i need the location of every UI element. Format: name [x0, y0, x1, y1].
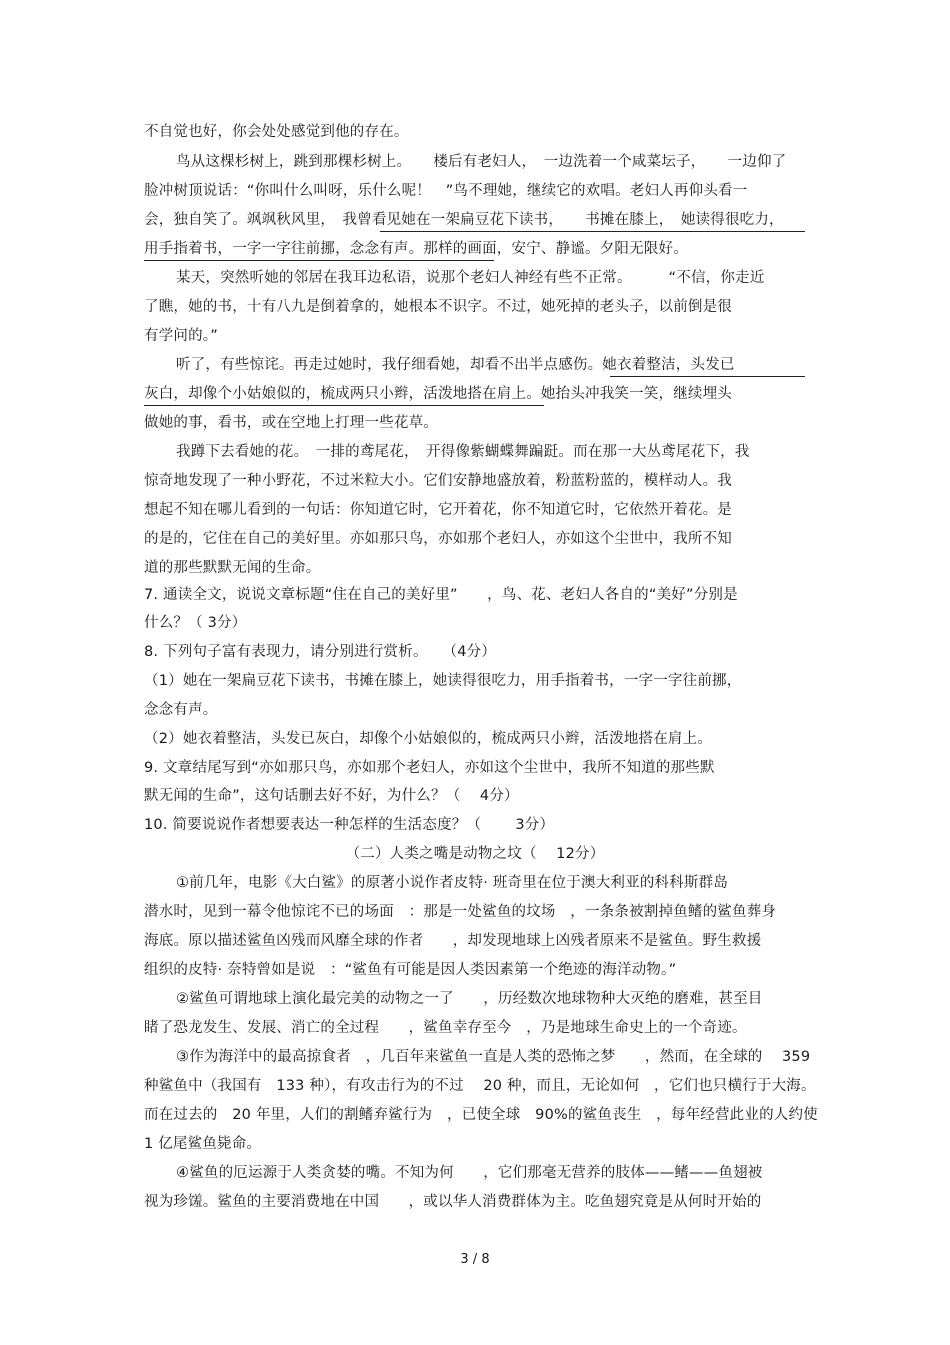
text-line: 视为珍馐。鲨鱼的主要消费地在中国 ，或以华人消费群体为主。吃鱼翅究竟是从何时开始的: [144, 1194, 762, 1210]
underline-rule: [380, 231, 805, 232]
text-line: 做她的事，看书，或在空地上打理一些花草。: [144, 415, 438, 431]
section-title: （二）人类之嘴是动物之坟（ 12分）: [345, 846, 605, 862]
text-line: 1 亿尾鲨鱼毙命。: [144, 1136, 262, 1152]
text-line-underlined: 灰白，却像个小姑娘似的，梳成两只小辫，活泼地搭在肩上。她抬头冲我笑一笑，继续埋头: [144, 386, 732, 402]
text-line: 道的那些默默无闻的生命。: [144, 560, 321, 576]
text-line-underlined: 会，独自笑了。飒飒秋风里， 我曾看见她在一架扁豆花下读书， 书摊在膝上， 她读得很吃力，: [144, 212, 784, 228]
text-line: 有学问的。”: [144, 328, 218, 344]
text-line: 惊奇地发现了一种小野花，不过米粒大小。它们安静地盛放着，粉蓝粉蓝的，模样动人。我: [144, 473, 732, 489]
text-line: 潜水时，见到一幕令他惊诧不已的场面 ：那是一处鲨鱼的坟场 ，一条条被割掉鱼鳍的鲨鱼葬身: [144, 904, 777, 920]
question-8-1-cont: 念念有声。: [144, 702, 218, 718]
underline-rule: [144, 405, 544, 406]
question-9-cont: 默无闻的生命”，这句话删去好不好，为什么？（ 4分）: [144, 788, 519, 804]
text-line: 组织的皮特· 奈特曾如是说 ：“鲨鱼有可能是因人类因素第一个绝迹的海洋动物。”: [144, 962, 677, 978]
text-line: ③作为海洋中的最高掠食者 ，几百年来鲨鱼一直是人类的恐怖之梦 ，然而，在全球的 359: [176, 1049, 811, 1065]
text-line: 海底。原以描述鲨鱼凶残而风靡全球的作者 ，却发现地球上凶残者原来不是鲨鱼。野生救援: [144, 933, 762, 949]
text-line: 想起不知在哪儿看到的一句话：你知道它时，它开着花，你不知道它时，它依然开着花。是: [144, 502, 732, 518]
question-8-2: （2）她衣着整洁，头发已灰白，却像个小姑娘似的，梳成两只小辫，活泼地搭在肩上。: [144, 731, 713, 747]
text-line: 种鲨鱼中（我国有 133 种），有攻击行为的不过 20 种，而且，无论如何 ，它们也只横行于大海。: [144, 1078, 816, 1094]
text-line-underlined: 听了，有些惊诧。再走过她时，我仔细看她，却看不出半点感伤。她衣着整洁，头发已: [176, 357, 735, 373]
text-line: 不自觉也好，你会处处感觉到他的存在。: [144, 124, 409, 140]
text-line: 鸟从这棵杉树上，跳到那棵杉树上。 楼后有老妇人， 一边洗着一个咸菜坛子， 一边仰了: [176, 154, 787, 170]
question-8: 8. 下列句子富有表现力，请分别进行赏析。 （4分）: [144, 644, 497, 660]
question-10: 10. 简要说说作者想要表达一种怎样的生活态度？（ 3分）: [144, 817, 555, 833]
underline-rule: [144, 260, 494, 261]
text-line: 而在过去的 20 年里，人们的割鳍弃鲨行为 ，已使全球 90%的鲨鱼丧生 ，每年经营此业的人约使: [144, 1107, 818, 1123]
text-line: 的是的，它住在自己的美好里。亦如那只鸟，亦如那个老妇人，亦如这个尘世中，我所不知: [144, 531, 732, 547]
question-7: 7. 通读全文，说说文章标题“住在自己的美好里” ，鸟、花、老妇人各自的“美好”分别是: [144, 587, 738, 603]
underline-rule: [610, 376, 805, 377]
question-8-1: （1）她在一架扁豆花下读书，书摊在膝上，她读得很吃力，用手指着书，一字一字往前挪，: [144, 673, 742, 689]
text-line: 了瞧，她的书，十有八九是倒着拿的，她根本不识字。不过，她死掉的老头子，以前倒是很: [144, 299, 732, 315]
text-line: ①前几年，电影《大白鲨》的原著小说作者皮特· 班奇里在位于澳大利亚的科科斯群岛: [176, 875, 729, 891]
text-line: 睹了恐龙发生、发展、消亡的全过程 ，鲨鱼幸存至今 ，乃是地球生命史上的一个奇迹。: [144, 1020, 747, 1036]
page-number: 3 / 8: [460, 1252, 490, 1267]
text-line: 某天，突然听她的邻居在我耳边私语，说那个老妇人神经有些不正常。 “不信，你走近: [176, 270, 765, 286]
text-line: ②鲨鱼可谓地球上演化最完美的动物之一了 ，历经数次地球物种大灭绝的磨难，甚至目: [176, 991, 763, 1007]
question-7-cont: 什么？（ 3分）: [144, 615, 247, 631]
text-line: ④鲨鱼的厄运源于人类贪婪的嘴。不知为何 ，它们那毫无营养的肢体——鳍——鱼翅被: [176, 1165, 763, 1181]
question-9: 9. 文章结尾写到“亦如那只鸟，亦如那个老妇人，亦如这个尘世中，我所不知道的那些默: [144, 760, 715, 776]
text-line: 我蹲下去看她的花。 一排的鸢尾花， 开得像紫蝴蝶舞蹁跹。而在那一大丛鸢尾花下，我: [176, 444, 750, 460]
text-line-underlined: 用手指着书，一字一字往前挪，念念有声。那样的画面，安宁、静谧。夕阳无限好。: [144, 241, 688, 257]
text-line: 脸冲树顶说话：“你叫什么叫呀，乐什么呢！ ”鸟不理她，继续它的欢唱。老妇人再仰头看一: [144, 183, 748, 199]
